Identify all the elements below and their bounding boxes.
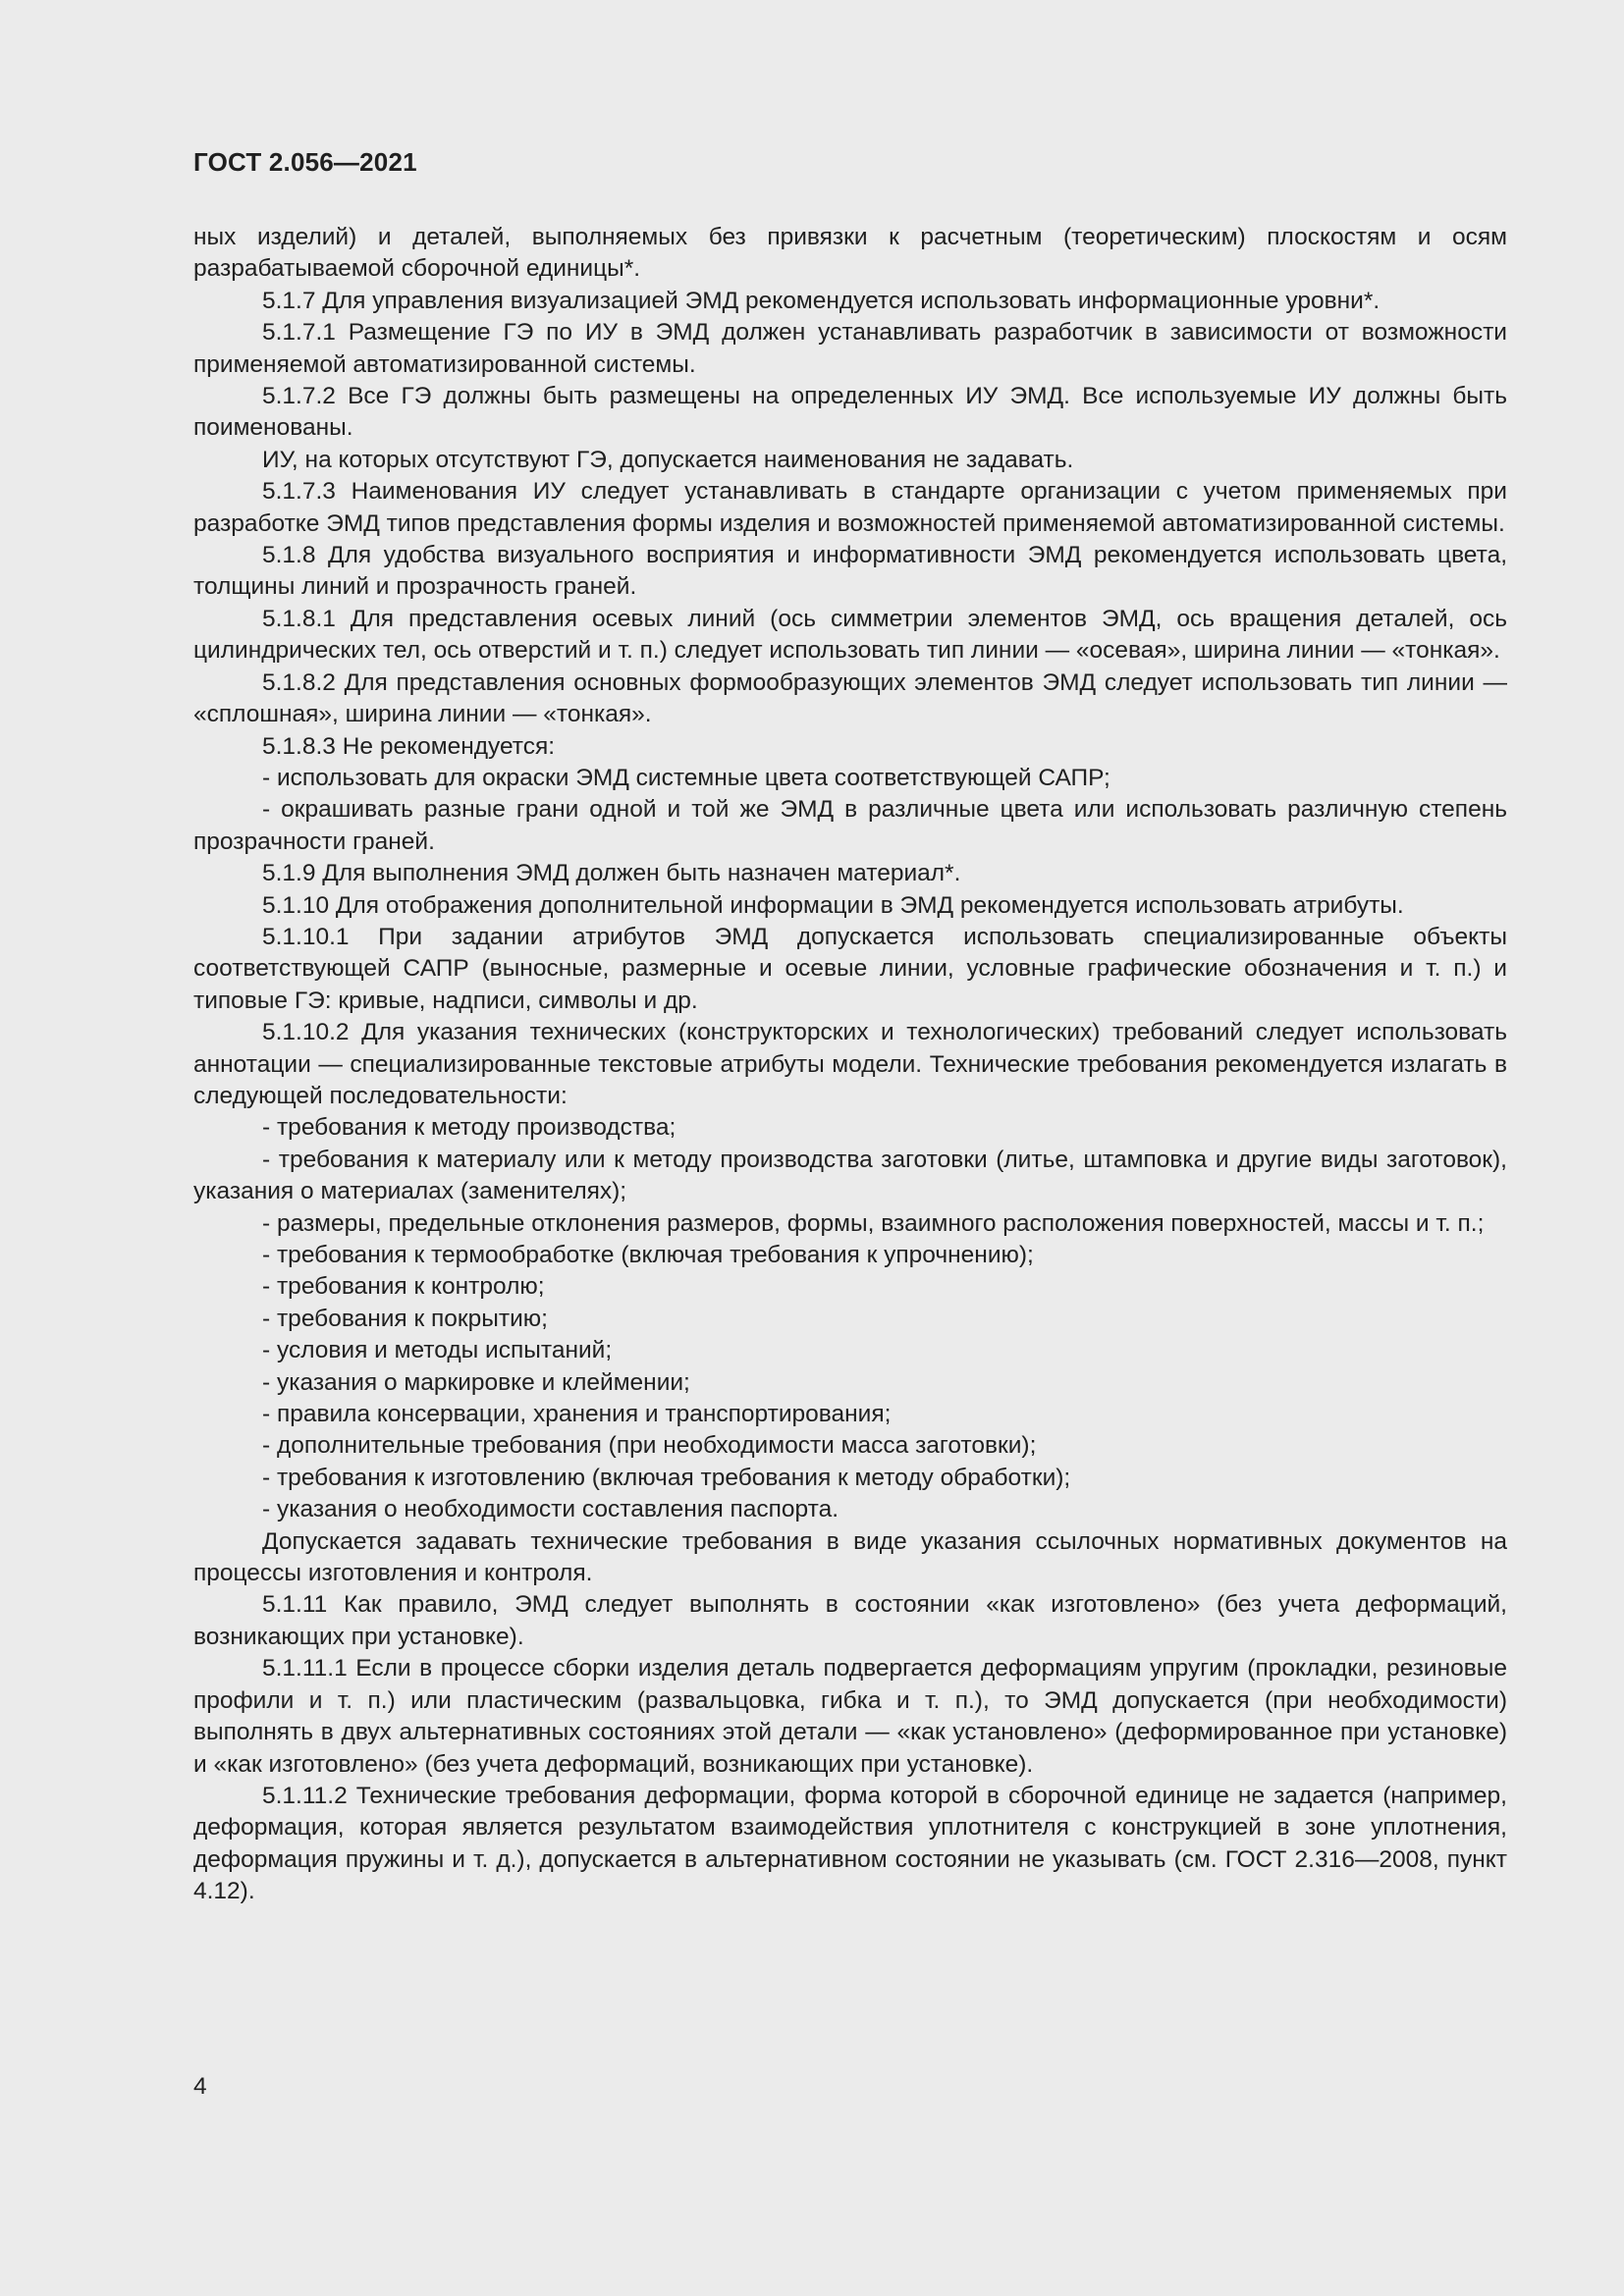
body-paragraph: Допускается задавать технические требования в виде указания ссылочных нормативных документов на процессы изготовления и контроля.: [193, 1527, 1507, 1587]
body-paragraph: - требования к изготовлению (включая требования к методу обработки);: [262, 1464, 1071, 1491]
body-paragraph: - дополнительные требования (при необходимости масса заготовки);: [262, 1432, 1037, 1460]
body-paragraph: - правила консервации, хранения и транспортирования;: [262, 1401, 892, 1428]
body-paragraph: - требования к контролю;: [262, 1273, 545, 1301]
body-paragraph: - размеры, предельные отклонения размеров, формы, взаимного расположения поверхностей, массы и т. п.;: [262, 1209, 1485, 1237]
body-paragraph: 5.1.11.2 Технические требования деформации, форма которой в сборочной единице не задается (например, деформация, которая является результатом взаимодействия уплотнителя с конструкцией в зоне уплотнения, деформация пружины и т. д.), допускается в альтернативном состоянии не указывать (см. ГОСТ 2.316—2008, пункт 4.12).: [193, 1782, 1507, 1905]
body-paragraph: 5.1.7 Для управления визуализацией ЭМД рекомендуется использовать информационные уровни*.: [262, 287, 1380, 314]
page-number: 4: [193, 2073, 207, 2100]
body-paragraph: 5.1.11.1 Если в процессе сборки изделия деталь подвергается деформациям упругим (прокладки, резиновые профили и т. п.) или пластическим (развальцовка, гибка и т. п.), то ЭМД допускается (при необходимости) выполнять в двух альтернативных состояниях этой детали — «как установлено» (деформированное при установке) и «как изготовлено» (без учета деформаций, возникающих при установке).: [193, 1655, 1507, 1778]
body-paragraph: 5.1.8.3 Не рекомендуется:: [262, 732, 556, 760]
body-paragraph: ИУ, на которых отсутствуют ГЭ, допускается наименования не задавать.: [262, 446, 1074, 473]
body-paragraph: 5.1.11 Как правило, ЭМД следует выполнять в состоянии «как изготовлено» (без учета деформаций, возникающих при установке).: [193, 1591, 1507, 1650]
body-paragraph: 5.1.8.1 Для представления осевых линий (ось симметрии элементов ЭМД, ось вращения деталей, ось цилиндрических тел, ось отверстий и т. п.) следует использовать тип линии — «осевая», ширина линии — «тонкая».: [193, 605, 1507, 665]
body-paragraph: - указания о необходимости составления паспорта.: [262, 1496, 839, 1523]
body-paragraph: - требования к термообработке (включая требования к упрочнению);: [262, 1242, 1034, 1268]
body-paragraph: 5.1.8.2 Для представления основных формообразующих элементов ЭМД следует использовать тип линии — «сплошная», ширина линии — «тонкая».: [193, 668, 1507, 728]
body-paragraph: - условия и методы испытаний;: [262, 1337, 613, 1364]
body-paragraph: - использовать для окраски ЭМД системные цвета соответствующей САПР;: [262, 764, 1110, 791]
body-paragraph: - требования к материалу или к методу производства заготовки (литье, штамповка и другие виды заготовок), указания о материалах (заменителях);: [193, 1146, 1507, 1205]
body-paragraph: 5.1.10.1 При задании атрибутов ЭМД допускается использовать специализированные объекты соответствующей САПР (выносные, размерные и осевые линии, условные графические обозначения и т. п.) и типовые ГЭ: кривые, надписи, символы и др.: [193, 923, 1507, 1014]
body-paragraph: - требования к покрытию;: [262, 1305, 548, 1332]
body-paragraph: - окрашивать разные грани одной и той же ЭМД в различные цвета или использовать различную степень прозрачности граней.: [193, 796, 1507, 855]
body-paragraph: 5.1.7.1 Размещение ГЭ по ИУ в ЭМД должен устанавливать разработчик в зависимости от возможности применяемой автоматизированной системы.: [193, 319, 1507, 378]
body-paragraph: 5.1.9 Для выполнения ЭМД должен быть назначен материал*.: [262, 860, 961, 887]
body-paragraph: 5.1.7.2 Все ГЭ должны быть размещены на определенных ИУ ЭМД. Все используемые ИУ должны быть поименованы.: [193, 383, 1507, 442]
body-paragraph: 5.1.10 Для отображения дополнительной информации в ЭМД рекомендуется использовать атрибуты.: [262, 891, 1404, 919]
body-paragraph: 5.1.7.3 Наименования ИУ следует устанавливать в стандарте организации с учетом применяемых при разработке ЭМД типов представления формы изделия и возможностей применяемой автоматизированной системы.: [193, 478, 1507, 537]
body-paragraph: - указания о маркировке и клеймении;: [262, 1368, 690, 1396]
document-body: [193, 222, 1507, 1908]
body-paragraph: ных изделий) и деталей, выполняемых без привязки к расчетным (теоретическим) плоскостям и осям разрабатываемой сборочной единицы*.: [193, 224, 1507, 283]
page-header-standard-id: ГОСТ 2.056—2021: [193, 147, 417, 177]
body-paragraph: 5.1.8 Для удобства визуального восприятия и информативности ЭМД рекомендуется использовать цвета, толщины линий и прозрачность граней.: [193, 542, 1507, 601]
body-paragraph: 5.1.10.2 Для указания технических (конструкторских и технологических) требований следует использовать аннотации — специализированные текстовые атрибуты модели. Технические требования рекомендуется излагать в следующей последовательности:: [193, 1019, 1507, 1109]
body-paragraph: - требования к методу производства;: [262, 1114, 677, 1142]
